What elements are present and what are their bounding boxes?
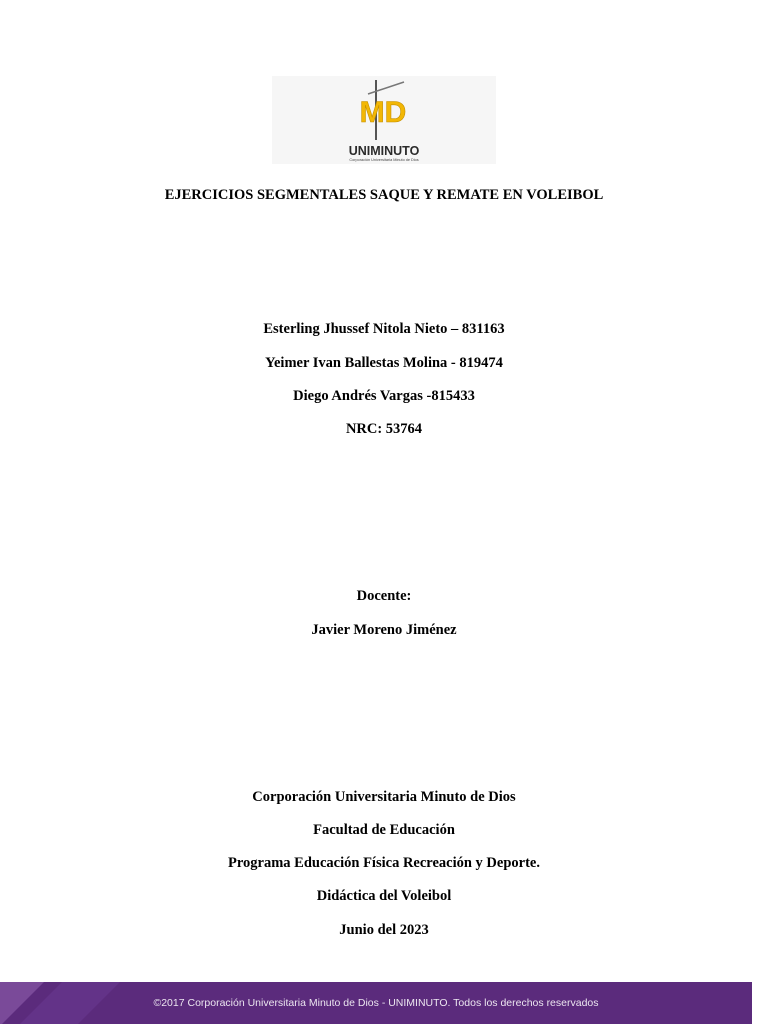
footer-bar: [0, 982, 768, 1024]
footer-right-gap: [752, 982, 768, 1024]
author-line-1: Esterling Jhussef Nitola Nieto – 831163: [263, 321, 505, 337]
teacher-name: Javier Moreno Jiménez: [311, 622, 457, 638]
uniminuto-logo: [272, 76, 496, 164]
document-date: Junio del 2023: [339, 922, 429, 938]
logo-tagline: Corporación Universitaria Minuto de Dios: [349, 158, 419, 162]
nrc-line: NRC: 53764: [345, 421, 423, 437]
course-name: Didáctica del Voleibol: [316, 888, 452, 904]
footer-copyright: ©2017 Corporación Universitaria Minuto de Dios - UNIMINUTO. Todos los derechos reservados: [153, 997, 599, 1009]
logo-monogram: MD: [359, 96, 407, 129]
institution-name: Corporación Universitaria Minuto de Dios: [252, 789, 516, 805]
author-line-3: Diego Andrés Vargas -815433: [293, 388, 475, 404]
uniminuto-logo-graphic: [272, 76, 496, 164]
logo-name: UNIMINUTO: [348, 144, 420, 158]
program-name: Programa Educación Física Recreación y Deporte.: [228, 855, 540, 871]
teacher-label: Docente:: [356, 588, 412, 604]
author-line-2: Yeimer Ivan Ballestas Molina - 819474: [265, 355, 503, 371]
faculty-name: Facultad de Educación: [313, 822, 455, 838]
document-title: EJERCICIOS SEGMENTALES SAQUE Y REMATE EN VOLEIBOL: [164, 187, 604, 203]
